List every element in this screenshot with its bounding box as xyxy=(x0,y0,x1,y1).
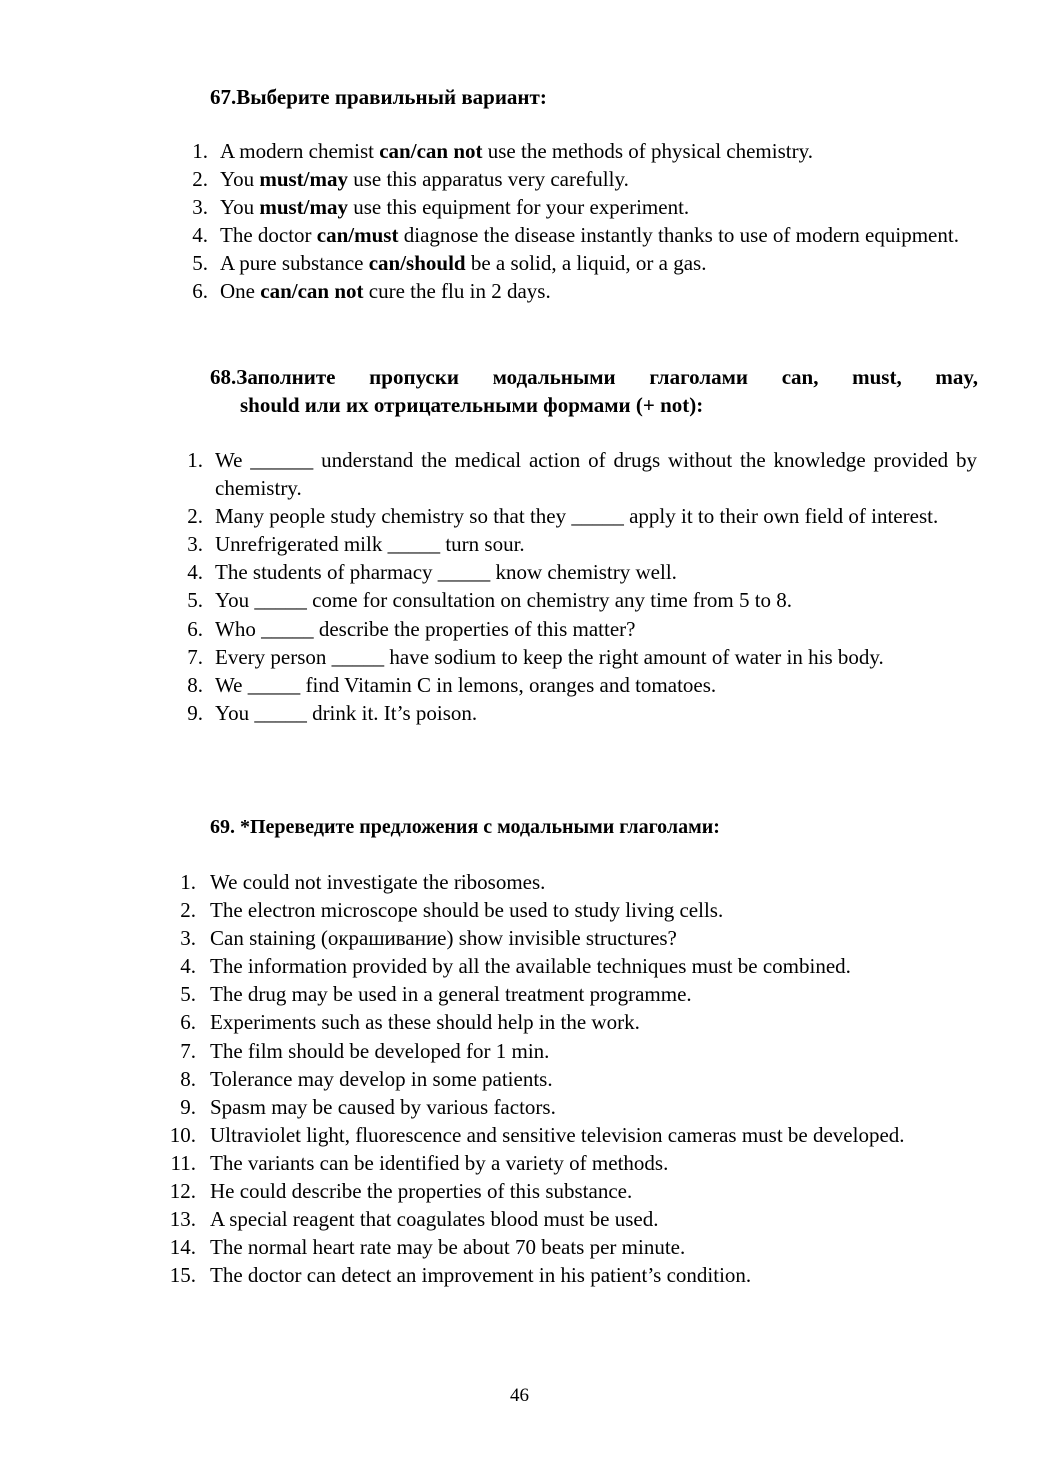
item-number: 10. xyxy=(169,1122,196,1147)
exercise-67-list xyxy=(192,137,976,306)
modal-choice: must/may xyxy=(259,195,348,220)
item-number: 4. xyxy=(187,560,203,585)
exercise-67-heading: 67.Выберите правильный вариант: xyxy=(210,85,547,109)
sentence-fragment: You xyxy=(220,167,260,192)
modal-choice: must/may xyxy=(259,167,348,192)
exercise-68-heading-line-1: 68.Заполните пропуски модальными глаголами can, must, may, xyxy=(210,365,978,389)
item-text: He could describe the properties of this substance. xyxy=(210,1179,633,1204)
item-number: 1. xyxy=(192,139,208,163)
item-number: 7. xyxy=(187,644,203,669)
list-item xyxy=(192,137,976,165)
list-item xyxy=(180,980,977,1008)
list-item xyxy=(180,952,977,980)
sentence-fragment: use the methods of physical chemistry. xyxy=(482,139,813,163)
item-text: Many people study chemistry so that they _____ apply it to their own field of interest. xyxy=(215,504,939,529)
item-number: 7. xyxy=(180,1038,196,1063)
modal-choice: can/should xyxy=(368,251,466,276)
item-number: 12. xyxy=(169,1179,196,1204)
item-text: The students of pharmacy _____ know chemistry well. xyxy=(215,560,677,585)
page-number: 46 xyxy=(510,1385,529,1406)
item-text: The variants can be identified by a variety of methods. xyxy=(210,1150,669,1175)
item-text: Every person _____ have sodium to keep the right amount of water in his body. xyxy=(215,644,884,669)
sentence-fragment: use this equipment for your experiment. xyxy=(348,195,690,220)
item-number: 4. xyxy=(180,954,196,979)
item-text: The drug may be used in a general treatment programme. xyxy=(210,982,692,1007)
item-number: 2. xyxy=(180,898,196,923)
list-item xyxy=(180,924,977,952)
list-item xyxy=(180,896,977,924)
item-number: 8. xyxy=(180,1066,196,1091)
item-text: Who _____ describe the properties of this matter? xyxy=(215,616,636,641)
item-text: The electron microscope should be used to study living cells. xyxy=(210,898,724,923)
item-text: The information provided by all the available techniques must be combined. xyxy=(210,954,851,979)
list-item xyxy=(180,1008,977,1036)
modal-choice: can/can not xyxy=(379,139,483,163)
item-text: We ______ understand the medical action of drugs without the knowledge provided by chemistry. xyxy=(215,448,977,501)
list-item xyxy=(187,643,977,671)
item-text: You _____ come for consultation on chemistry any time from 5 to 8. xyxy=(215,588,793,613)
list-item xyxy=(170,1149,977,1177)
item-text: The normal heart rate may be about 70 beats per minute. xyxy=(210,1235,686,1260)
exercise-68-list xyxy=(187,446,977,727)
modal-choice: can/must xyxy=(316,223,399,248)
list-item xyxy=(187,615,977,643)
exercise-69-list xyxy=(169,868,977,1289)
sentence-fragment: diagnose the disease instantly thanks to use of modern equipment. xyxy=(398,223,959,248)
exercise-68-heading xyxy=(210,363,978,419)
item-text: Can staining (окрашивание) show invisible structures? xyxy=(210,926,677,951)
list-item xyxy=(187,502,977,530)
item-text xyxy=(220,139,813,163)
item-text xyxy=(220,195,689,219)
sentence-fragment: A modern chemist xyxy=(220,139,380,163)
item-text: The film should be developed for 1 min. xyxy=(210,1038,550,1063)
item-number: 3. xyxy=(192,195,208,220)
list-item xyxy=(180,1037,977,1065)
item-number: 9. xyxy=(180,1094,196,1119)
item-number: 5. xyxy=(187,588,203,613)
item-text: The doctor can detect an improvement in his patient’s condition. xyxy=(210,1263,752,1288)
list-item xyxy=(180,868,977,896)
list-item xyxy=(169,1233,977,1261)
list-item xyxy=(192,193,976,221)
sentence-fragment: use this apparatus very carefully. xyxy=(348,167,629,192)
item-number: 3. xyxy=(180,926,196,951)
list-item xyxy=(192,249,976,277)
item-number: 6. xyxy=(192,279,208,304)
list-item xyxy=(169,1121,977,1149)
item-number: 9. xyxy=(187,700,203,725)
item-text: Spasm may be caused by various factors. xyxy=(210,1094,556,1119)
exercise-69-heading: 69. *Переведите предложения с модальными глаголами: xyxy=(210,816,720,838)
list-item xyxy=(192,277,976,305)
item-text xyxy=(220,167,629,191)
list-item xyxy=(169,1261,977,1289)
item-number: 2. xyxy=(187,504,203,529)
list-item xyxy=(187,530,977,558)
sentence-fragment: be a solid, a liquid, or a gas. xyxy=(465,251,707,276)
item-text: Ultraviolet light, fluorescence and sensitive television cameras must be developed. xyxy=(210,1122,905,1147)
item-text: We _____ find Vitamin C in lemons, oranges and tomatoes. xyxy=(215,672,717,697)
item-text: Tolerance may develop in some patients. xyxy=(210,1066,553,1091)
item-number: 1. xyxy=(187,448,203,472)
list-item xyxy=(187,671,977,699)
item-number: 11. xyxy=(170,1150,196,1175)
list-item xyxy=(187,446,977,502)
list-item xyxy=(187,558,977,586)
sentence-fragment: You xyxy=(220,195,260,220)
list-item xyxy=(192,165,976,193)
list-item xyxy=(187,699,977,727)
sentence-fragment: One xyxy=(220,279,261,304)
list-item xyxy=(169,1177,977,1205)
item-number: 15. xyxy=(169,1263,196,1288)
item-text: You _____ drink it. It’s poison. xyxy=(215,700,478,725)
sentence-fragment: A pure substance xyxy=(220,251,369,276)
item-text: We could not investigate the ribosomes. xyxy=(210,870,546,894)
item-number: 1. xyxy=(180,870,196,894)
item-number: 6. xyxy=(187,616,203,641)
item-number: 3. xyxy=(187,532,203,557)
modal-choice: can/can not xyxy=(260,279,364,304)
sentence-fragment: cure the flu in 2 days. xyxy=(363,279,551,304)
list-item xyxy=(169,1205,977,1233)
list-item xyxy=(180,1065,977,1093)
item-text xyxy=(220,279,551,303)
item-number: 5. xyxy=(180,982,196,1007)
item-text: Experiments such as these should help in the work. xyxy=(210,1010,640,1035)
item-number: 6. xyxy=(180,1010,196,1035)
item-number: 14. xyxy=(169,1235,196,1260)
exercise-68-heading-line-2: should или их отрицательными формами (+ not): xyxy=(240,393,704,417)
item-text: A special reagent that coagulates blood must be used. xyxy=(210,1207,659,1232)
list-item xyxy=(192,221,976,249)
item-number: 4. xyxy=(192,223,208,248)
item-number: 8. xyxy=(187,672,203,697)
list-item xyxy=(187,586,977,614)
item-text: Unrefrigerated milk _____ turn sour. xyxy=(215,532,525,557)
item-text xyxy=(220,223,959,247)
item-number: 5. xyxy=(192,251,208,276)
list-item xyxy=(180,1093,977,1121)
item-number: 13. xyxy=(169,1207,196,1232)
item-number: 2. xyxy=(192,167,208,192)
sentence-fragment: The doctor xyxy=(220,223,317,248)
item-text xyxy=(220,251,706,275)
